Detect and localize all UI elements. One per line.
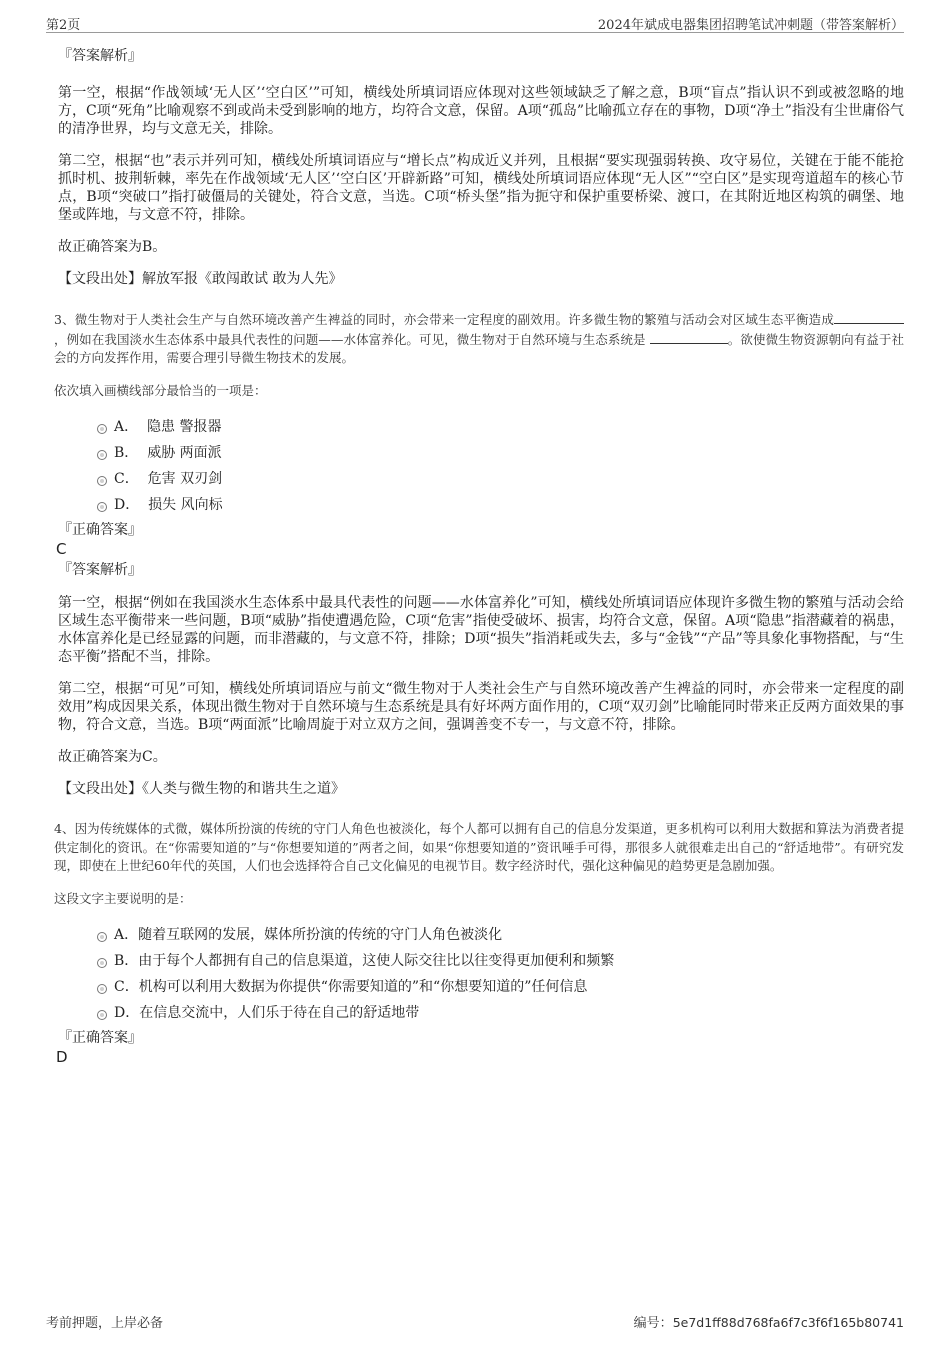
question-3	[54, 310, 904, 798]
question-prompt: 依次填入画横线部分最恰当的一项是：	[54, 382, 267, 398]
option-d[interactable]: D．在信息交流中，人们乐于待在自己的舒适地带	[54, 1000, 904, 1026]
page-header	[46, 12, 904, 33]
answer-conclusion: 故正确答案为C。	[58, 749, 167, 765]
radio-icon[interactable]	[97, 958, 107, 968]
radio-icon[interactable]	[97, 984, 107, 994]
document-title: 2024年斌成电器集团招聘笔试冲刺题（带答案解析）	[597, 18, 904, 33]
page-number: 第2页	[46, 18, 81, 33]
question-stem: 4、因为传统媒体的式微，媒体所扮演的传统的守门人角色也被淡化，每个人都可以拥有自己的信息分发渠道，更多机构可以利用大数据和算法为消费者提供定制化的资讯。在“你需要知道的”与“你想要知道的”两者之间，如果“你想要知道的”资讯唾手可得，那很多人就很难走出自己的“舒适地带”。有研究发现，即使在上世纪60年代的英国，人们也会选择符合自己文化偏见的电视节目。数字经济时代，强化这种偏见的趋势更是急剧加强。	[54, 821, 904, 873]
option-c[interactable]: C． 危害 双刃剑	[54, 466, 904, 492]
answer-blank-2	[650, 330, 728, 344]
option-b[interactable]: B．由于每个人都拥有自己的信息渠道，这使人际交往比以往变得更加便利和频繁	[54, 948, 904, 974]
footer-slogan: 考前押题，上岸必备	[46, 1316, 164, 1331]
radio-icon[interactable]	[97, 932, 107, 942]
stem-part-3: 。欲使微生物资源朝向有益于社会的方向发挥作用，需要合理引导微生物技术的发展。	[54, 331, 904, 365]
analysis-paragraph-1: 第一空，根据“例如在我国淡水生态体系中最具代表性的问题——水体富养化”可知，横线处所填词语应体现许多微生物的繁殖与活动会给区域生态平衡带来一些问题，B项“威胁”指使遭遇危险，C项“危害”指使受破坏、损害，均符合文意，保留。A项“隐患”指潜藏着的祸患，水体富养化是已经显露的问题，而非潜藏的，与文意不符，排除；D项“损失”指消耗或失去，多与“金钱”“产品”等具象化事物搭配，与“生态平衡”搭配不当，排除。	[58, 595, 904, 665]
source-note: 【文段出处】解放军报《敢闯敢试 敢为人先》	[58, 271, 343, 287]
correct-answer: C	[56, 540, 67, 558]
radio-icon[interactable]	[97, 424, 107, 434]
analysis-paragraph-2: 第二空，根据“也”表示并列可知，横线处所填词语应与“增长点”构成近义并列，且根据“要实现强弱转换、攻守易位，关键在于能不能抢抓时机、披荆斩棘，率先在作战领域‘无人区’‘空白区’开辟新路”可知，横线处所填词语应体现“无人区”“空白区”是实现弯道超车的核心节点，B项“突破口”指打破僵局的关键处，符合文意，当选。C项“桥头堡”指为扼守和保护重要桥梁、渡口，在其附近地区构筑的碉堡、地堡或阵地，与文意不符，排除。	[58, 153, 904, 223]
correct-answer-label: 『正确答案』	[58, 1030, 142, 1046]
radio-icon[interactable]	[97, 1010, 107, 1020]
analysis-paragraph-2: 第二空，根据“可见”可知，横线处所填词语应与前文“微生物对于人类社会生产与自然环境改善产生裨益的同时，亦会带来一定程度的副效用”构成因果关系，体现出微生物对于自然环境与生态系统是具有好坏两方面作用的，C项“双刃剑”比喻能同时带来正反两方面效果的事物，符合文意，当选。B项“两面派”比喻周旋于对立双方之间，强调善变不专一，与文意不符，排除。	[58, 681, 904, 733]
document-id	[634, 1312, 904, 1331]
question-prompt: 这段文字主要说明的是：	[54, 890, 192, 906]
radio-icon[interactable]	[97, 502, 107, 512]
option-a[interactable]: A．随着互联网的发展，媒体所扮演的传统的守门人角色被淡化	[54, 922, 904, 948]
option-list	[54, 922, 904, 1026]
answer-conclusion: 故正确答案为B。	[58, 239, 167, 255]
analysis-label: 『答案解析』	[58, 562, 142, 578]
option-b[interactable]: B． 威胁 两面派	[54, 440, 904, 466]
document-id-value: 5e7d1ff88d768fa6f7c3f6f165b80741	[672, 1315, 904, 1330]
document-id-label: 编号：	[633, 1316, 673, 1331]
option-c[interactable]: C．机构可以利用大数据为你提供“你需要知道的”和“你想要知道的”任何信息	[54, 974, 904, 1000]
correct-answer: D	[56, 1048, 68, 1066]
analysis-label: 『答案解析』	[58, 48, 142, 64]
question-4	[54, 820, 904, 1066]
radio-icon[interactable]	[97, 450, 107, 460]
page-footer	[46, 1312, 904, 1334]
radio-icon[interactable]	[97, 476, 107, 486]
option-list	[54, 414, 904, 518]
answer-blank-1	[834, 310, 904, 324]
option-a[interactable]: A． 隐患 警报器	[54, 414, 904, 440]
analysis-paragraph-1: 第一空，根据“作战领域‘无人区’‘空白区’”可知，横线处所填词语应体现对这些领域缺乏了解之意，B项“盲点”指认识不到或被忽略的地方，C项“死角”比喻观察不到或尚未受到影响的地方，均符合文意，保留。A项“孤岛”比喻孤立存在的事物，D项“净土”指没有尘世庸俗气的清净世界，均与文意无关，排除。	[58, 85, 904, 137]
question-stem	[54, 310, 904, 368]
source-note: 【文段出处】《人类与微生物的和谐共生之道》	[58, 781, 345, 797]
stem-part-2: ，例如在我国淡水生态体系中最具代表性的问题——水体富养化。可见，微生物对于自然环境与生态系统是	[54, 331, 646, 347]
stem-part-1: 3、微生物对于人类社会生产与自然环境改善产生裨益的同时，亦会带来一定程度的副效用。许多微生物的繁殖与活动会对区域生态平衡造成	[54, 312, 834, 327]
page-content	[54, 42, 904, 1066]
correct-answer-label: 『正确答案』	[58, 522, 142, 538]
option-d[interactable]: D． 损失 风向标	[54, 492, 904, 518]
